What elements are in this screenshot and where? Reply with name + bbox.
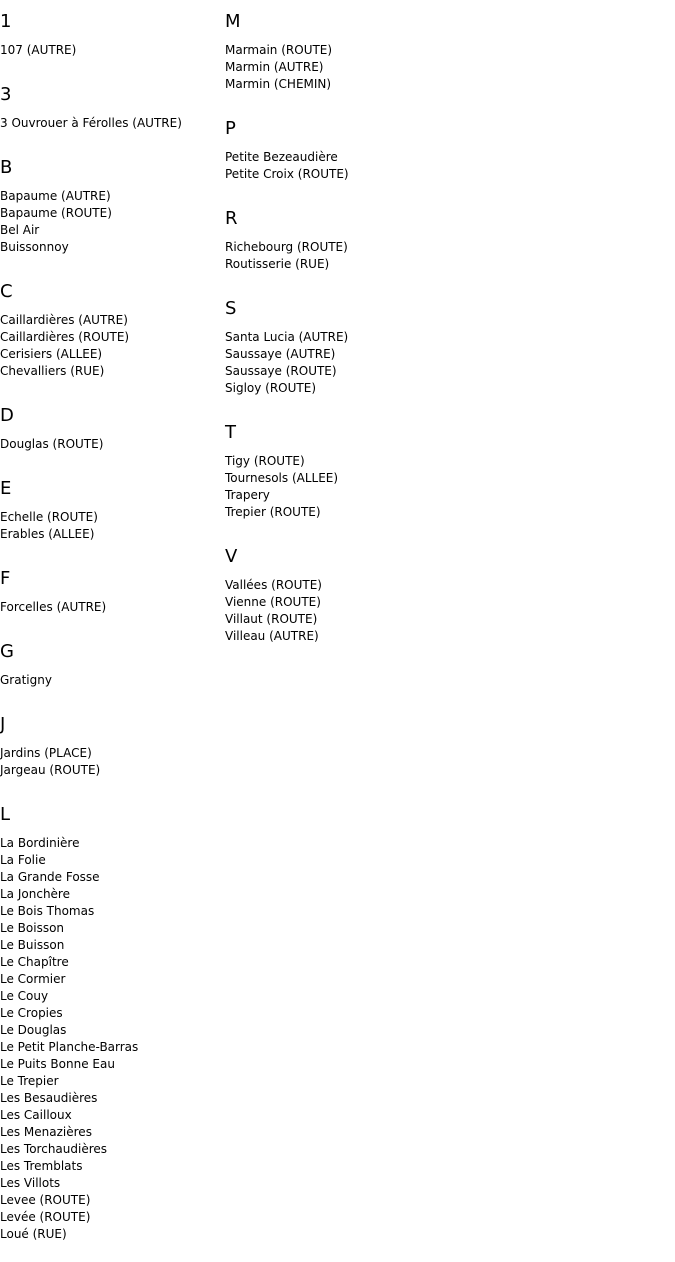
street-entry: Levée (ROUTE) xyxy=(0,1210,91,1224)
street-entry: Santa Lucia (AUTRE) xyxy=(225,330,349,344)
index-section xyxy=(225,197,445,287)
street-entry: Le Petit Planche-Barras xyxy=(0,1040,139,1054)
street-entry: Erables (ALLEE) xyxy=(0,527,95,541)
street-entry: Le Chapître xyxy=(0,955,69,969)
street-entry: Le Cormier xyxy=(0,972,66,986)
street-entry: Caillardières (ROUTE) xyxy=(0,330,130,344)
street-entry: Richebourg (ROUTE) xyxy=(225,240,348,254)
street-entry: Vienne (ROUTE) xyxy=(225,595,321,609)
section-letter-heading: 3 xyxy=(0,84,12,105)
index-section xyxy=(0,270,220,394)
street-entry: Le Douglas xyxy=(0,1023,67,1037)
index-section xyxy=(0,0,220,73)
street-entry: Gratigny xyxy=(0,673,52,687)
street-entry: Villaut (ROUTE) xyxy=(225,612,318,626)
index-column-right xyxy=(225,0,445,659)
street-entry: Trapery xyxy=(225,488,270,502)
street-entry: Le Puits Bonne Eau xyxy=(0,1057,115,1071)
street-entry: 3 Ouvrouer à Férolles (AUTRE) xyxy=(0,116,182,130)
street-entry: Petite Croix (ROUTE) xyxy=(225,167,349,181)
street-entry: Bapaume (ROUTE) xyxy=(0,206,112,220)
index-section xyxy=(0,630,220,703)
street-entry: Les Menazières xyxy=(0,1125,92,1139)
index-section xyxy=(0,703,220,793)
street-entry: La Bordinière xyxy=(0,836,80,850)
street-entry: Le Buisson xyxy=(0,938,65,952)
street-entry: Les Cailloux xyxy=(0,1108,72,1122)
section-letter-heading: F xyxy=(0,568,11,589)
street-entry: Villeau (AUTRE) xyxy=(225,629,319,643)
street-entry: Douglas (ROUTE) xyxy=(0,437,104,451)
street-entry: Bapaume (AUTRE) xyxy=(0,189,111,203)
street-entry: Forcelles (AUTRE) xyxy=(0,600,107,614)
street-entry: Marmin (CHEMIN) xyxy=(225,77,332,91)
index-section xyxy=(225,0,445,107)
section-letter-heading: P xyxy=(225,118,236,139)
street-entry: Sigloy (ROUTE) xyxy=(225,381,317,395)
street-entry: Vallées (ROUTE) xyxy=(225,578,322,592)
street-entry: Les Tremblats xyxy=(0,1159,83,1173)
street-entry: Les Villots xyxy=(0,1176,61,1190)
street-entry: Chevalliers (RUE) xyxy=(0,364,105,378)
street-entry: Levee (ROUTE) xyxy=(0,1193,91,1207)
street-entry: La Folie xyxy=(0,853,46,867)
street-entry: Le Trepier xyxy=(0,1074,59,1088)
street-entry: Le Bois Thomas xyxy=(0,904,95,918)
street-entry: Jargeau (ROUTE) xyxy=(0,763,101,777)
index-section xyxy=(0,557,220,630)
street-entry: Marmain (ROUTE) xyxy=(225,43,333,57)
index-section xyxy=(0,146,220,270)
section-letter-heading: J xyxy=(0,714,6,735)
index-section xyxy=(0,467,220,557)
section-letter-heading: B xyxy=(0,157,13,178)
index-section xyxy=(0,394,220,467)
section-letter-heading: E xyxy=(0,478,12,499)
street-entry: Saussaye (AUTRE) xyxy=(225,347,336,361)
street-entry: Les Besaudières xyxy=(0,1091,98,1105)
street-entry: Le Couy xyxy=(0,989,49,1003)
index-section xyxy=(225,287,445,411)
section-letter-heading: T xyxy=(225,422,236,443)
street-entry: Tournesols (ALLEE) xyxy=(225,471,339,485)
street-entry: Routisserie (RUE) xyxy=(225,257,330,271)
street-entry: Trepier (ROUTE) xyxy=(225,505,321,519)
section-letter-heading: R xyxy=(225,208,238,229)
street-entry: Les Torchaudières xyxy=(0,1142,108,1156)
section-letter-heading: C xyxy=(0,281,13,302)
street-entry: Caillardières (AUTRE) xyxy=(0,313,128,327)
street-entry: La Grande Fosse xyxy=(0,870,100,884)
street-entry: Saussaye (ROUTE) xyxy=(225,364,337,378)
street-entry: Echelle (ROUTE) xyxy=(0,510,98,524)
section-letter-heading: D xyxy=(0,405,14,426)
street-entry: Le Cropies xyxy=(0,1006,63,1020)
section-letter-heading: S xyxy=(225,298,237,319)
street-entry: Cerisiers (ALLEE) xyxy=(0,347,103,361)
index-section xyxy=(225,535,445,659)
index-section xyxy=(0,793,220,1257)
section-letter-heading: V xyxy=(225,546,238,567)
street-entry: Petite Bezeaudière xyxy=(225,150,338,164)
street-entry: Le Boisson xyxy=(0,921,65,935)
street-entry: Tigy (ROUTE) xyxy=(225,454,305,468)
street-entry: Loué (RUE) xyxy=(0,1227,67,1241)
street-entry: Marmin (AUTRE) xyxy=(225,60,324,74)
index-section xyxy=(225,107,445,197)
section-letter-heading: 1 xyxy=(0,11,12,32)
street-entry: Buissonnoy xyxy=(0,240,69,254)
index-column-left xyxy=(0,0,220,1257)
street-entry: 107 (AUTRE) xyxy=(0,43,77,57)
index-section xyxy=(0,73,220,146)
index-section xyxy=(225,411,445,535)
section-letter-heading: G xyxy=(0,641,14,662)
street-entry: Bel Air xyxy=(0,223,40,237)
street-entry: La Jonchère xyxy=(0,887,70,901)
section-letter-heading: L xyxy=(0,804,11,825)
street-entry: Jardins (PLACE) xyxy=(0,746,92,760)
section-letter-heading: M xyxy=(225,11,241,32)
